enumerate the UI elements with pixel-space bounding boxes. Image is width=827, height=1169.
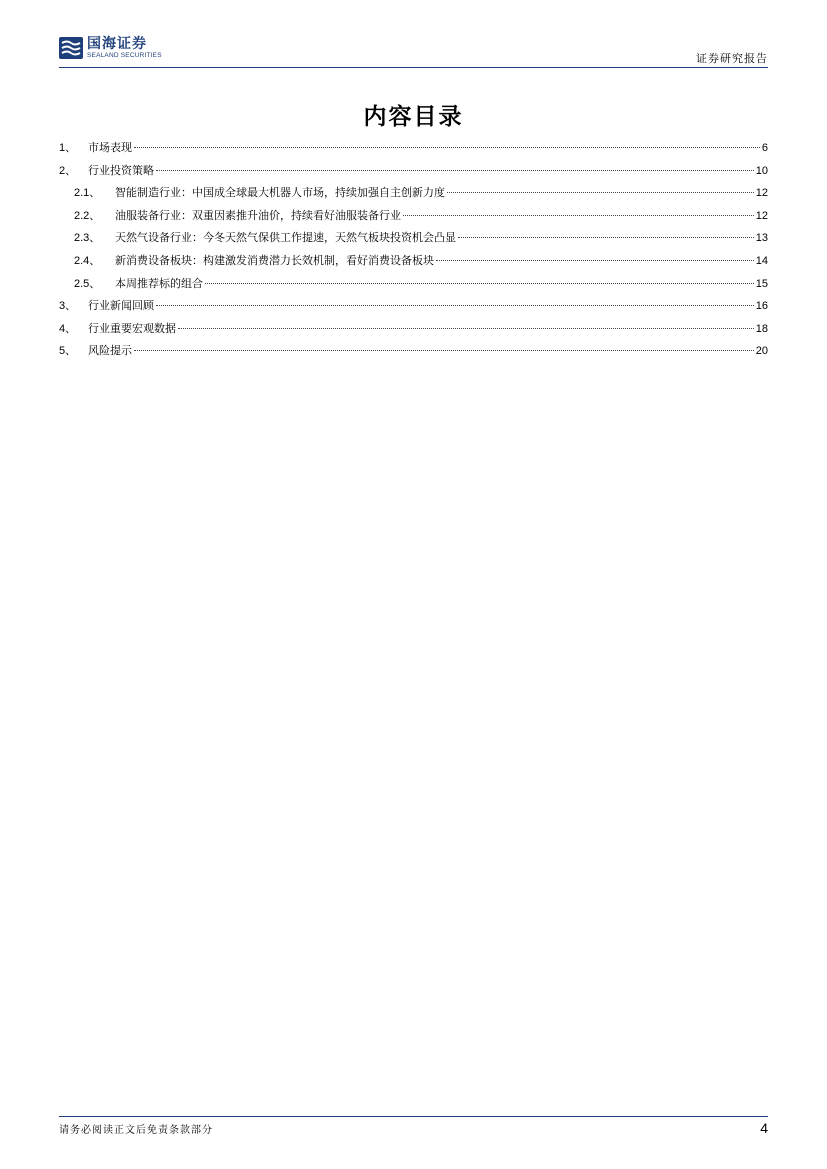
toc-entry-number: 4、 (59, 322, 77, 335)
toc-entry-1[interactable] (59, 137, 768, 160)
toc-entry-label: 智能制造行业：中国成全球最大机器人市场，持续加强自主创新力度 (115, 186, 445, 200)
toc-leader-dots (156, 305, 754, 306)
toc-entry-label: 市场表现 (88, 141, 132, 154)
toc-entry-page: 18 (755, 322, 768, 335)
toc-entry-number: 5、 (59, 345, 77, 358)
toc-entry-label: 油服装备行业：双重因素推升油价，持续看好油服装备行业 (115, 208, 401, 222)
toc-leader-dots (436, 260, 754, 261)
toc-entry-number: 2.3、 (74, 232, 101, 245)
toc-entry-5[interactable] (59, 340, 768, 363)
toc-entry-2-4[interactable] (59, 250, 768, 273)
toc-entry-label: 天然气设备行业：今冬天然气保供工作提速，天然气板块投资机会凸显 (115, 231, 456, 245)
toc-entry-number: 2.2、 (74, 209, 101, 222)
toc-entry-page: 12 (755, 187, 768, 200)
toc-leader-dots (178, 328, 754, 329)
toc-entry-2-1[interactable] (59, 182, 768, 205)
toc-leader-dots (134, 350, 754, 351)
toc-entry-page: 20 (755, 345, 768, 358)
toc-entry-2-2[interactable] (59, 205, 768, 228)
toc-leader-dots (205, 283, 754, 284)
brand-logo (59, 37, 162, 60)
toc-entry-label: 行业投资策略 (88, 163, 154, 177)
toc-entry-page: 6 (761, 142, 768, 154)
toc-entry-label: 风险提示 (88, 344, 132, 358)
toc-entry-number: 1、 (59, 142, 77, 154)
table-of-contents (59, 137, 768, 363)
toc-entry-page: 10 (755, 164, 768, 177)
toc-leader-dots (403, 215, 754, 216)
toc-leader-dots (458, 237, 754, 238)
toc-leader-dots (134, 147, 760, 148)
toc-entry-page: 13 (755, 232, 768, 245)
toc-entry-2-3[interactable] (59, 227, 768, 250)
toc-title: 内容目录 (363, 104, 464, 130)
toc-entry-3[interactable] (59, 295, 768, 318)
toc-entry-page: 12 (755, 209, 768, 222)
toc-leader-dots (447, 192, 754, 193)
toc-entry-label: 行业重要宏观数据 (88, 321, 176, 335)
toc-entry-number: 2.5、 (74, 277, 101, 290)
toc-entry-label: 本周推荐标的组合 (115, 276, 203, 290)
page-number: 4 (760, 1120, 768, 1136)
toc-entry-label: 新消费设备板块：构建激发消费潜力长效机制，看好消费设备板块 (115, 253, 434, 267)
toc-entry-number: 2、 (59, 164, 77, 177)
toc-entry-number: 2.1、 (74, 187, 101, 200)
header-divider (59, 67, 768, 68)
toc-entry-page: 15 (755, 277, 768, 290)
toc-entry-2[interactable] (59, 160, 768, 183)
toc-entry-4[interactable] (59, 318, 768, 341)
toc-entry-2-5[interactable] (59, 273, 768, 296)
report-type: 证券研究报告 (696, 52, 768, 65)
page-header (59, 34, 768, 66)
footer-disclaimer: 请务必阅读正文后免责条款部分 (59, 1125, 213, 1136)
toc-entry-label: 行业新闻回顾 (88, 299, 154, 313)
toc-leader-dots (156, 170, 754, 171)
toc-entry-page: 16 (755, 300, 768, 313)
sealand-logo-icon (59, 37, 83, 59)
toc-entry-number: 2.4、 (74, 254, 101, 267)
toc-entry-page: 14 (755, 254, 768, 267)
brand-name-en: SEALAND SECURITIES (87, 52, 162, 59)
footer-divider (59, 1116, 768, 1117)
brand-name-cn: 国海证券 (87, 36, 147, 52)
toc-entry-number: 3、 (59, 300, 77, 313)
